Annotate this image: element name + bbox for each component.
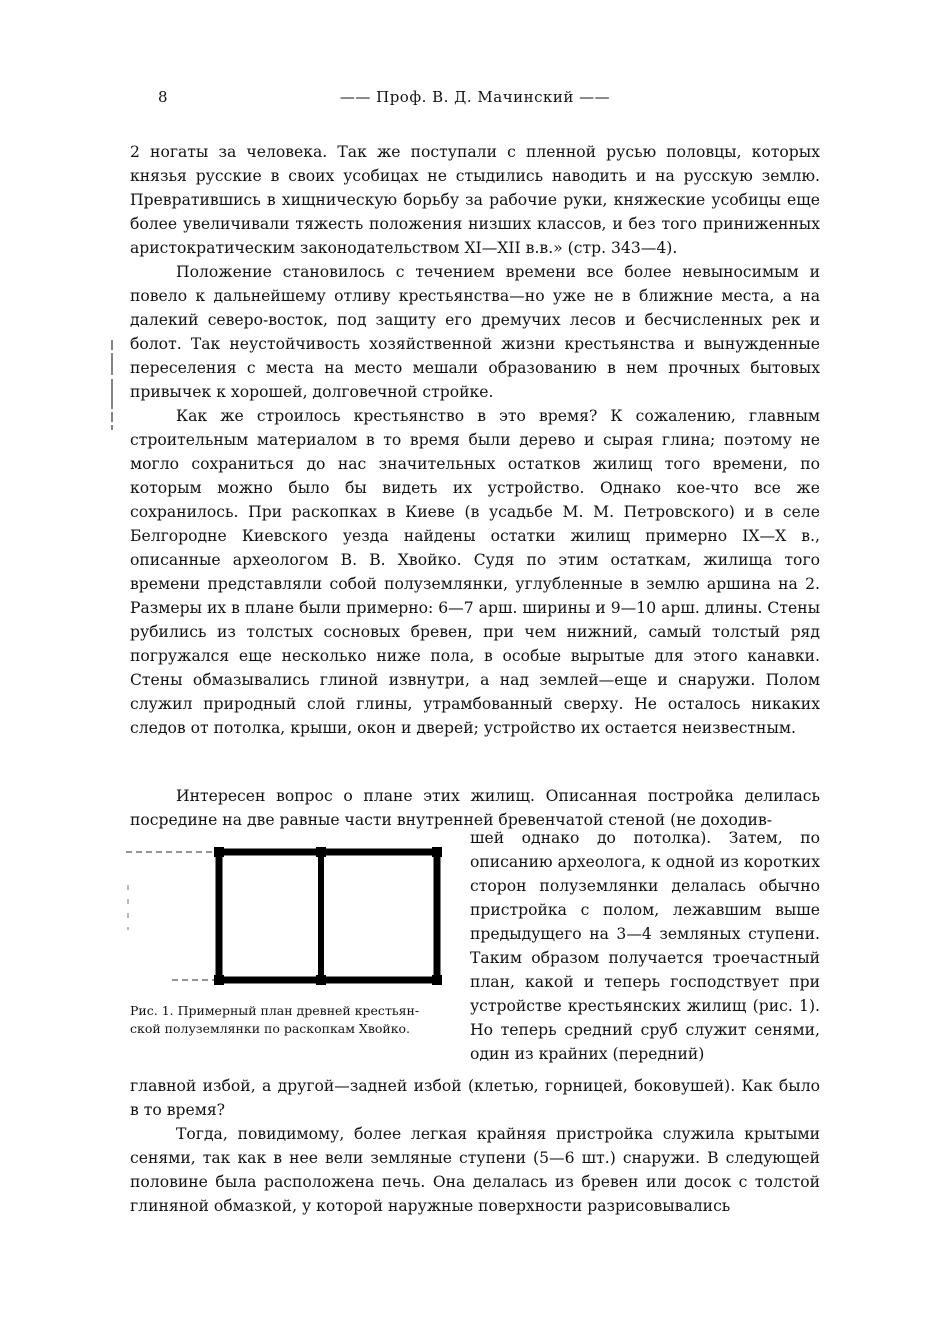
text-block-plan-intro [130,784,820,832]
text-block-beside-figure [470,826,820,1066]
page-header [130,88,820,112]
page-number: 8 [158,88,168,106]
corner-log-end [432,975,442,985]
corner-log-end [214,847,224,857]
paragraph: шей однако до потолка). Затем, по описанию археолога, к одной из коротких сторон полуземлянки делалась обычно пристройка с полом, лежавшим выше предыдущего на 3—4 земляных ступени. Таким образом получается троечастный план, какой и теперь господствует при устройстве крестьянских жилищ (рис. 1). Но теперь средний сруб служит сенями, один из крайних (передний) [470,829,820,1063]
caption-line: ской полуземлянки по раскопкам Хвойко. [130,1021,411,1036]
running-title: —— Проф. В. Д. Мачинский —— [339,88,611,106]
paragraph: главной избой, а другой—задней избой (клетью, горницей, боковушей). Как было в то время? [130,1077,820,1119]
text-block-top [130,140,820,740]
paragraph: 2 ногаты за человека. Так же поступали с пленной русью половцы, которых князья русские в своих усобицах не стыдились наводить и на русскую землю. Превратившись в хищническую борьбу за рабочие руки, княжеские усобицы еще более увеличивали тяжесть положения низших классов, и без того приниженных аристократическим законодательством XI—XII в.в.» (стр. 343—4). [130,143,820,257]
caption-line: Рис. 1. Примерный план древней крестьян- [130,1003,420,1018]
corner-log-end [214,975,224,985]
floor-plan-drawing [120,830,460,1000]
paragraph: Интересен вопрос о плане этих жилищ. Описанная постройка делилась посредине на две равные части внутренней бревенчатой стеной (не доходив- [130,787,820,829]
outer-log-walls [219,852,437,980]
text-block-after-figure [130,1074,820,1122]
corner-log-end [316,847,326,857]
paragraph: Тогда, повидимому, более легкая крайняя пристройка служила крытыми сенями, так как в нее вели земляные ступени (5—6 шт.) снаружи. В следующей половине была расположена печь. Она делалась из бревен или досок с толстой глиняной обмазкой, у которой наружные поверхности разрисовывались [130,1125,820,1215]
corner-log-end [316,975,326,985]
paragraph: Положение становилось с течением времени все более невыносимым и повело к дальнейшему отливу крестьянства—но уже не в ближние места, а на далекий северо-восток, под защиту его дремучих лесов и бесчисленных рек и болот. Так неустойчивость хозяйственной жизни крестьянства и вынужденные переселения с места на место мешали образованию в нем прочных бытовых привычек к хорошей, долговечной стройке. [130,263,820,401]
margin-pencil-mark [110,340,114,430]
corner-log-end [432,847,442,857]
figure-caption [130,1002,470,1038]
figure-floor-plan [120,830,460,1050]
paragraph: Как же строилось крестьянство в это время? К сожалению, главным строительным материалом в то время были дерево и сырая глина; поэтому не могло сохраниться до нас значительных остатков жилищ того времени, по которым можно было бы видеть их устройство. Однако кое-что все же сохранилось. При раскопках в Киеве (в усадьбе М. М. Петровского) и в селе Белгородне Киевского уезда найдены остатки жилищ примерно IX—X в., описанные археологом В. В. Хвойко. Судя по этим остаткам, жилища того времени представляли собой полуземлянки, углубленные в землю аршина на 2. Размеры их в плане были примерно: 6—7 арш. ширины и 9—10 арш. длины. Стены рубились из толстых сосновых бревен, при чем нижний, самый толстый ряд погружался еще несколько ниже пола, в особые вырытые для этого канавки. Стены обмазывались глиной извнутри, а над землей—еще и снаружи. Полом служил природный слой глины, утрамбованный сверху. Не осталось никаких следов от потолка, крыши, окон и дверей; устройство их остается неизвестным. [130,407,820,737]
text-block-bottom [130,1122,820,1218]
